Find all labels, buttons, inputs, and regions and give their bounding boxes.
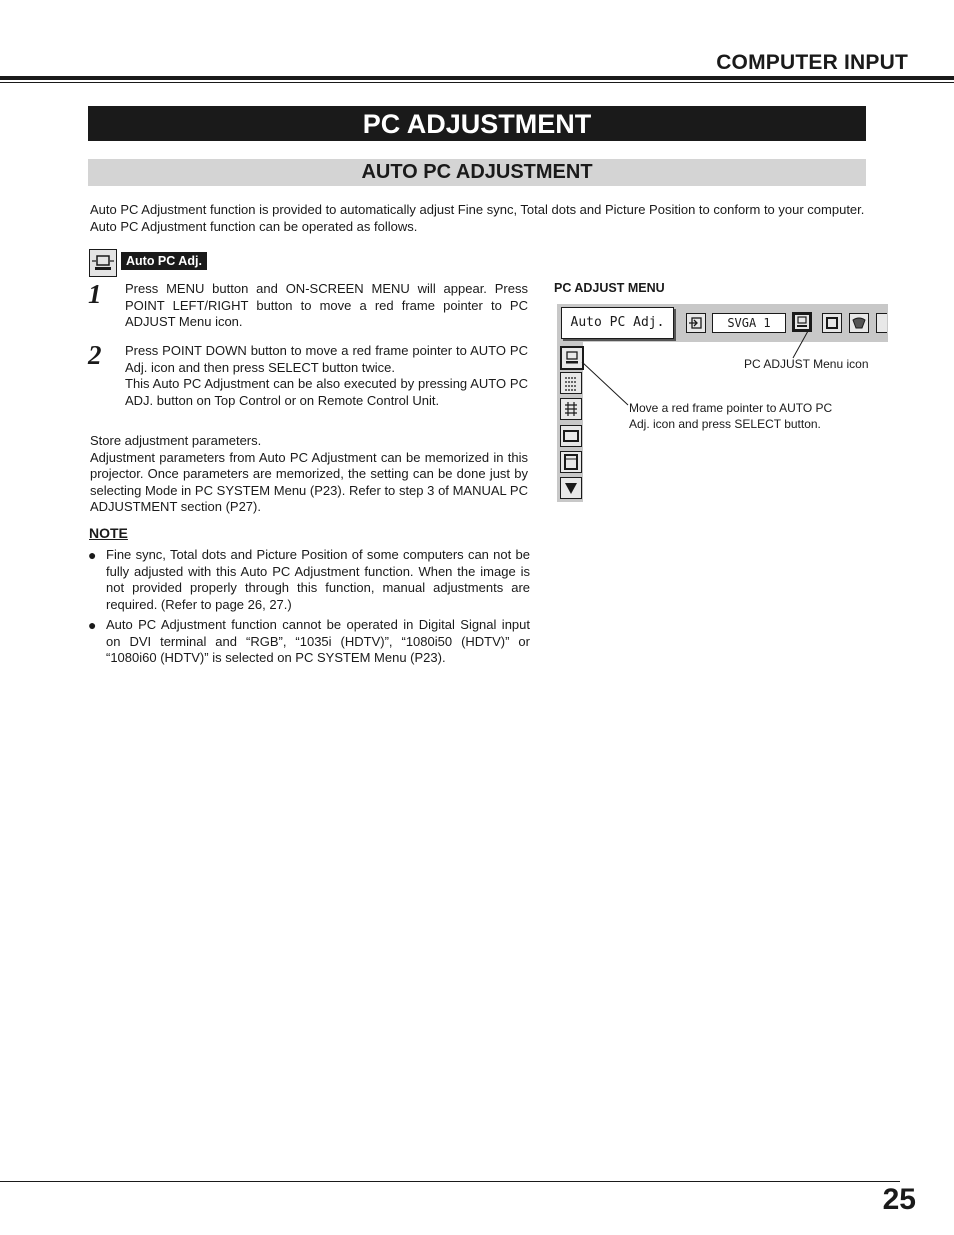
bullet-icon: ● [88,547,97,563]
step-text-line: Press POINT DOWN button to move a red frame pointer to AUTO PC Adj. icon and then press SELECT button twice. [125,343,528,375]
note-item: ● Auto PC Adjustment function cannot be operated in Digital Signal input on DVI terminal and “RGB”, “1035i (HDTV)”, “1080i50 (HDTV)” or “1080i60 (HDTV)” is selected on PC SYSTEM Menu (P23). [88,617,530,665]
intro-paragraph: Auto PC Adjustment function is provided to automatically adjust Fine sync, Total dots and Picture Position to conform to your computer. Auto PC Adjustment function can be operated as follows. [90,202,865,234]
menu-title: PC ADJUST MENU [554,281,665,295]
footer-rule [0,1181,900,1182]
menu-selected-label: Auto PC Adj. [561,307,674,339]
note-item: ● Fine sync, Total dots and Picture Position of some computers can not be fully adjusted with this Auto PC Adjustment function. When the image is not provided properly through this function, manual adjustments are required. (Refer to page 26, 27.) [88,547,530,612]
section-subtitle: AUTO PC ADJUSTMENT [88,159,866,186]
page-number: 25 [882,1183,916,1216]
step-number: 2 [88,340,102,370]
system-field: SVGA 1 [712,313,786,333]
callout-pointer: Move a red frame pointer to AUTO PC Adj. icon and press SELECT button. [629,401,833,431]
store-title: Store adjustment parameters. [90,433,262,448]
note-heading: NOTE [89,525,128,541]
section-header: COMPUTER INPUT [716,51,908,74]
bullet-icon: ● [88,617,97,633]
page-title: PC ADJUSTMENT [88,106,866,141]
callout-menu-icon: PC ADJUST Menu icon [744,357,869,371]
step-text: Press MENU button and ON-SCREEN MENU will appear. Press POINT LEFT/RIGHT button to move a red frame pointer to PC ADJUST Menu icon. [125,281,528,329]
auto-pc-adj-label: Auto PC Adj. [121,252,207,270]
step-number: 1 [88,279,102,309]
step-text-line: This Auto PC Adjustment can be also executed by pressing AUTO PC ADJ. button on Top Control or on Remote Control Unit. [125,376,528,408]
store-text: Adjustment parameters from Auto PC Adjustment can be memorized in this projector. Once parameters are memorized, the setting can be done just by selecting Mode in PC SYSTEM Menu (P23). Refer to step 3 of MANUAL PC ADJUSTMENT section (P27). [90,449,528,514]
